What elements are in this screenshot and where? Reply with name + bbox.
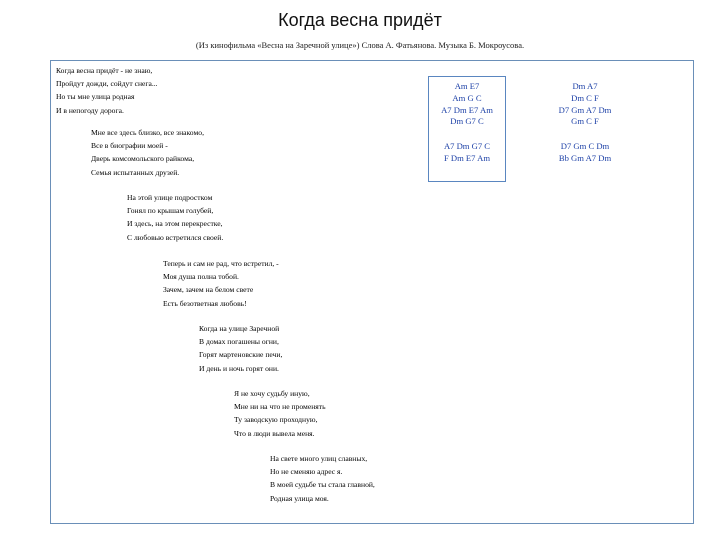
- chord-line: A7 Dm E7 Am: [441, 104, 493, 115]
- lyric-line: Пройдут дожди, сойдут снега...: [56, 79, 158, 89]
- lyric-line: В домах погашены огни,: [199, 337, 279, 347]
- lyric-line: На этой улице подростком: [127, 193, 213, 202]
- lyric-line: Гонял по крышам голубей,: [127, 206, 214, 216]
- chord-line: D7 Gm C Dm: [560, 141, 610, 151]
- chord-line: Dm C F: [571, 92, 599, 103]
- stanza-4: [163, 257, 279, 310]
- lyric-line: И здесь, на этом перекрестке,: [127, 219, 223, 229]
- lyric-line: Мне все здесь близко, все знакомо,: [91, 128, 204, 137]
- page-title: Когда весна придёт: [278, 10, 442, 30]
- lyric-line: Ту заводскую проходную,: [234, 415, 318, 425]
- chords-box-group-2: [428, 141, 506, 165]
- lyric-line: Все в биографии моей -: [91, 141, 168, 151]
- stanza-5: [199, 322, 282, 375]
- lyric-line: Моя душа полна тобой.: [163, 272, 239, 282]
- chord-line: F Dm E7 Am: [443, 152, 491, 163]
- lyric-line: Что в люди вывела меня.: [234, 428, 315, 438]
- song-credits: (Из кинофильма «Весна на Заречной улице») Слова А. Фатьянова. Музыка Б. Мокроусова.: [195, 40, 525, 50]
- chord-line: A7 Dm G7 C: [443, 141, 491, 151]
- chords-right-group-2: [546, 141, 624, 165]
- lyric-line: Мне ни на что не променять: [234, 402, 326, 412]
- chords-right-group-1: [546, 81, 624, 128]
- lyric-line: Но ты мне улица родная: [56, 92, 135, 102]
- lyric-line: Дверь комсомольского райкома,: [91, 154, 195, 164]
- lyric-line: С любовью встретился своей.: [127, 232, 224, 242]
- lyric-line: Зачем, зачем на белом свете: [163, 285, 254, 295]
- lyric-line: Когда весна придёт - не знаю,: [56, 66, 153, 75]
- stanza-2: [91, 126, 204, 179]
- stanza-6: [234, 387, 326, 440]
- lyric-line: На свете много улиц славных,: [270, 454, 368, 463]
- lyric-line: И в непогоду дорога.: [56, 105, 124, 115]
- lyric-line: Есть безответная любовь!: [163, 298, 247, 308]
- stanza-7: [270, 452, 375, 505]
- lyric-line: Но не сменяю адрес я.: [270, 467, 343, 477]
- chords-box-group-1: [428, 81, 506, 128]
- chord-line: Am G C: [452, 92, 482, 103]
- stanza-3: [127, 191, 223, 244]
- stanza-1: [56, 64, 158, 117]
- chord-line: Dm A7: [572, 81, 598, 91]
- lyric-line: Теперь и сам не рад, что встретил, -: [163, 259, 279, 268]
- chord-line: Gm C F: [571, 116, 599, 127]
- chord-line: D7 Gm A7 Dm: [558, 104, 612, 115]
- lyric-line: Семья испытанных друзей.: [91, 167, 180, 177]
- chord-line: Bb Gm A7 Dm: [558, 152, 612, 163]
- lyric-line: И день и ночь горят они.: [199, 363, 279, 373]
- lyric-line: В моей судьбе ты стала главной,: [270, 480, 375, 490]
- lyric-line: Когда на улице Заречной: [199, 324, 280, 333]
- chord-line: Am E7: [454, 81, 480, 91]
- lyric-line: Горят мартеновские печи,: [199, 350, 283, 360]
- lyric-line: Родная улица моя.: [270, 493, 329, 503]
- chord-line: Dm G7 C: [450, 116, 484, 127]
- lyric-line: Я не хочу судьбу иную,: [234, 389, 310, 398]
